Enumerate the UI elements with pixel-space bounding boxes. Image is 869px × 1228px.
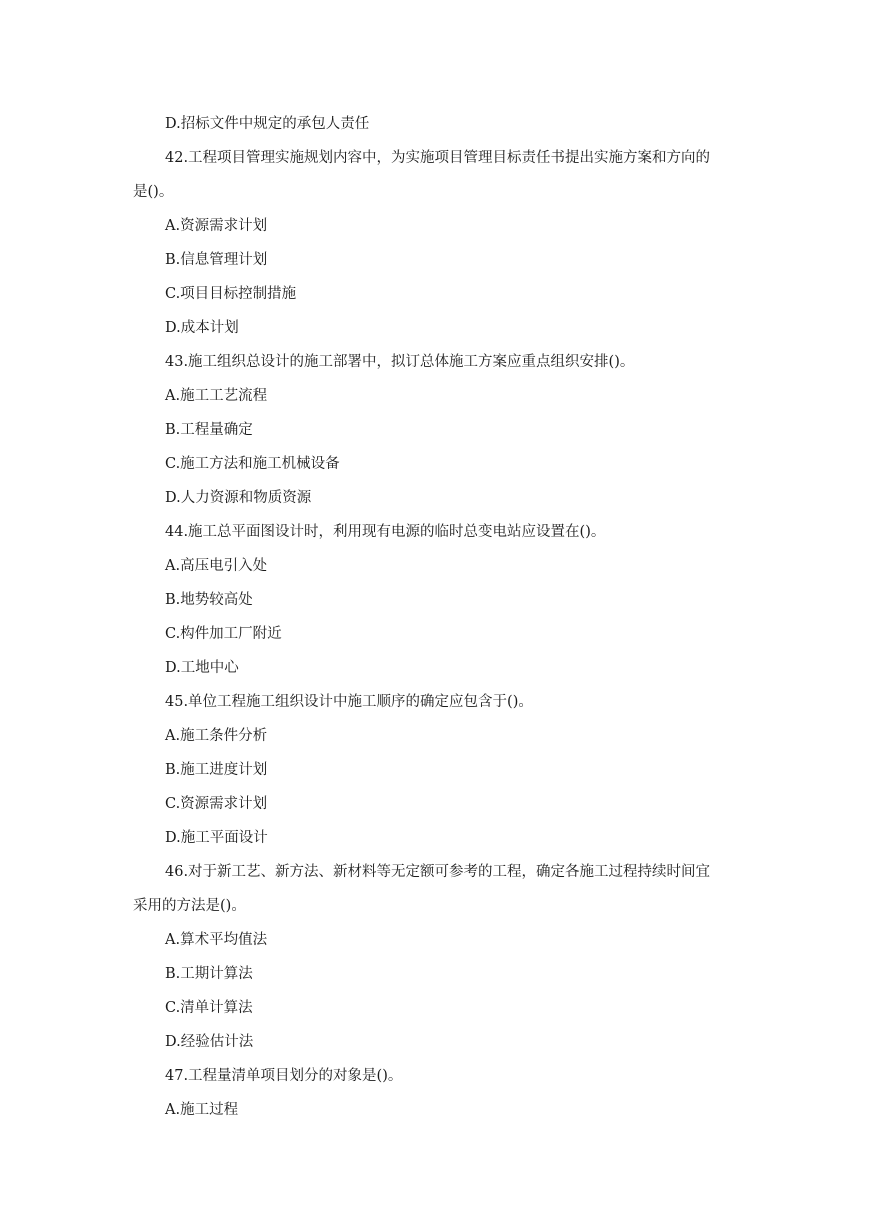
text-line: D.工地中心: [165, 660, 239, 676]
text-line: A.资源需求计划: [165, 218, 268, 234]
text-line: D.招标文件中规定的承包人责任: [165, 116, 370, 132]
text-line: A.施工过程: [165, 1102, 239, 1118]
text-line: B.信息管理计划: [165, 252, 268, 268]
text-line: 44.施工总平面图设计时，利用现有电源的临时总变电站应设置在()。: [165, 524, 606, 540]
text-line: C.清单计算法: [165, 1000, 253, 1016]
text-line: C.施工方法和施工机械设备: [165, 456, 340, 472]
text-line: 是()。: [133, 184, 174, 200]
text-line: 采用的方法是()。: [133, 898, 246, 914]
text-line: A.算术平均值法: [165, 932, 268, 948]
text-line: B.地势较高处: [165, 592, 253, 608]
text-line: 42.工程项目管理实施规划内容中，为实施项目管理目标责任书提出实施方案和方向的: [165, 150, 711, 166]
text-line: 47.工程量清单项目划分的对象是()。: [165, 1068, 403, 1084]
text-line: D.成本计划: [165, 320, 239, 336]
text-line: 43.施工组织总设计的施工部署中，拟订总体施工方案应重点组织安排()。: [165, 354, 635, 370]
text-line: 45.单位工程施工组织设计中施工顺序的确定应包含于()。: [165, 694, 533, 710]
text-line: B.施工进度计划: [165, 762, 268, 778]
text-line: A.施工工艺流程: [165, 388, 268, 404]
text-line: 46.对于新工艺、新方法、新材料等无定额可参考的工程，确定各施工过程持续时间宜: [165, 864, 711, 880]
text-line: A.施工条件分析: [165, 728, 268, 744]
text-line: B.工程量确定: [165, 422, 253, 438]
text-line: C.项目目标控制措施: [165, 286, 297, 302]
text-line: C.构件加工厂附近: [165, 626, 282, 642]
text-line: B.工期计算法: [165, 966, 253, 982]
text-line: D.施工平面设计: [165, 830, 268, 846]
text-line: D.经验估计法: [165, 1034, 254, 1050]
text-line: C.资源需求计划: [165, 796, 268, 812]
text-line: D.人力资源和物质资源: [165, 490, 312, 506]
text-line: A.高压电引入处: [165, 558, 268, 574]
document-body: [133, 107, 745, 1127]
